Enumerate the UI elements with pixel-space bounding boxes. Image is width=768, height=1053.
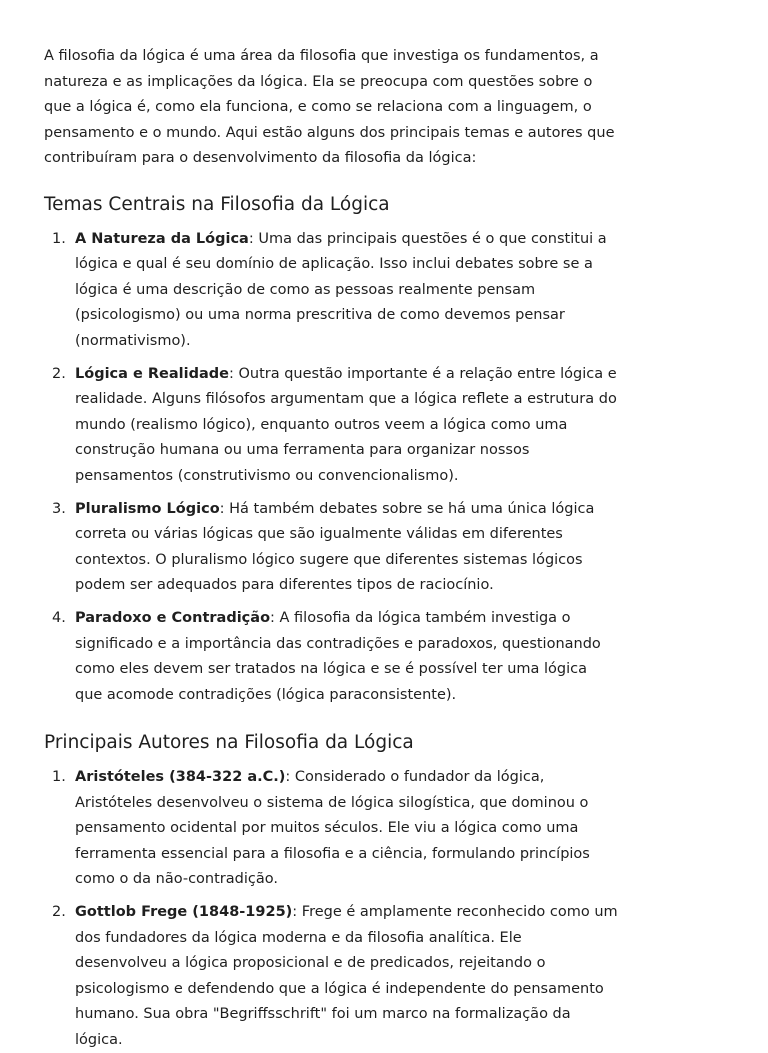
list-text: : Uma das principais questões é o que constitui a lógica e qual é seu domínio de aplicação. Isso inclui debates sobre se a lógica é uma descrição de como as pessoas realmente pensam (psicologismo) ou uma norma prescritiva de como devemos pensar (normativismo). <box>75 230 607 349</box>
themes-heading: Temas Centrais na Filosofia da Lógica <box>44 193 390 215</box>
list-number: 4. <box>52 610 66 626</box>
list-item <box>44 900 618 1053</box>
list-text: : Frege é amplamente reconhecido como um dos fundadores da lógica moderna e da filosofia analítica. Ele desenvolveu a lógica proposicional e de predicados, rejeitando o psicologismo e defendendo que a lógica é independente do pensamento humano. Sua obra "Begriffsschrift" foi um marco na formalização da lógica. <box>75 904 618 1048</box>
list-term: Lógica e Realidade <box>75 365 229 382</box>
list-term: Aristóteles (384-322 a.C.) <box>75 769 286 785</box>
list-text: : Há também debates sobre se há uma única lógica correta ou várias lógicas que são igualmente válidas em diferentes contextos. O pluralismo lógico sugere que diferentes sistemas lógicos podem ser adequados para diferentes tipos de raciocínio. <box>75 500 595 593</box>
list-number: 1. <box>52 230 66 247</box>
list-text: : Outra questão importante é a relação entre lógica e realidade. Alguns filósofos argumentam que a lógica reflete a estrutura do mundo (realismo lógico), enquanto outros veem a lógica como uma construção humana ou uma ferramenta para organizar nossos pensamentos (construtivismo ou convencionalismo). <box>75 365 617 484</box>
list-term: Paradoxo e Contradição <box>75 610 271 626</box>
authors-list <box>44 765 618 1053</box>
list-item <box>44 227 618 355</box>
authors-heading: Principais Autores na Filosofia da Lógica <box>44 732 414 753</box>
list-number: 2. <box>52 365 66 382</box>
list-item <box>44 765 618 893</box>
list-item <box>44 362 618 490</box>
list-number: 2. <box>52 904 66 920</box>
list-term: Pluralismo Lógico <box>75 500 220 517</box>
list-text: : Considerado o fundador da lógica, Aristóteles desenvolveu o sistema de lógica silogística, que dominou o pensamento ocidental por muitos séculos. Ele viu a lógica como uma ferramenta essencial para a filosofia e a ciência, formulando princípios como o da não-contradição. <box>75 769 590 887</box>
list-number: 1. <box>52 769 66 785</box>
themes-list <box>44 227 618 709</box>
intro-paragraph: A filosofia da lógica é uma área da filosofia que investiga os fundamentos, a natureza e as implicações da lógica. Ela se preocupa com questões sobre o que a lógica é, como ela funciona, e como se relaciona com a linguagem, o pensamento e o mundo. Aqui estão alguns dos principais temas e autores que contribuíram para o desenvolvimento da filosofia da lógica: <box>44 48 615 166</box>
list-term: Gottlob Frege (1848-1925) <box>75 904 293 920</box>
list-item <box>44 606 618 708</box>
list-item <box>44 497 618 599</box>
list-text: : A filosofia da lógica também investiga o significado e a importância das contradições e paradoxos, questionando como eles devem ser tratados na lógica e se é possível ter uma lógica que acomode contradições (lógica paraconsistente). <box>75 610 601 703</box>
list-term: A Natureza da Lógica <box>75 230 249 247</box>
list-number: 3. <box>52 500 66 517</box>
